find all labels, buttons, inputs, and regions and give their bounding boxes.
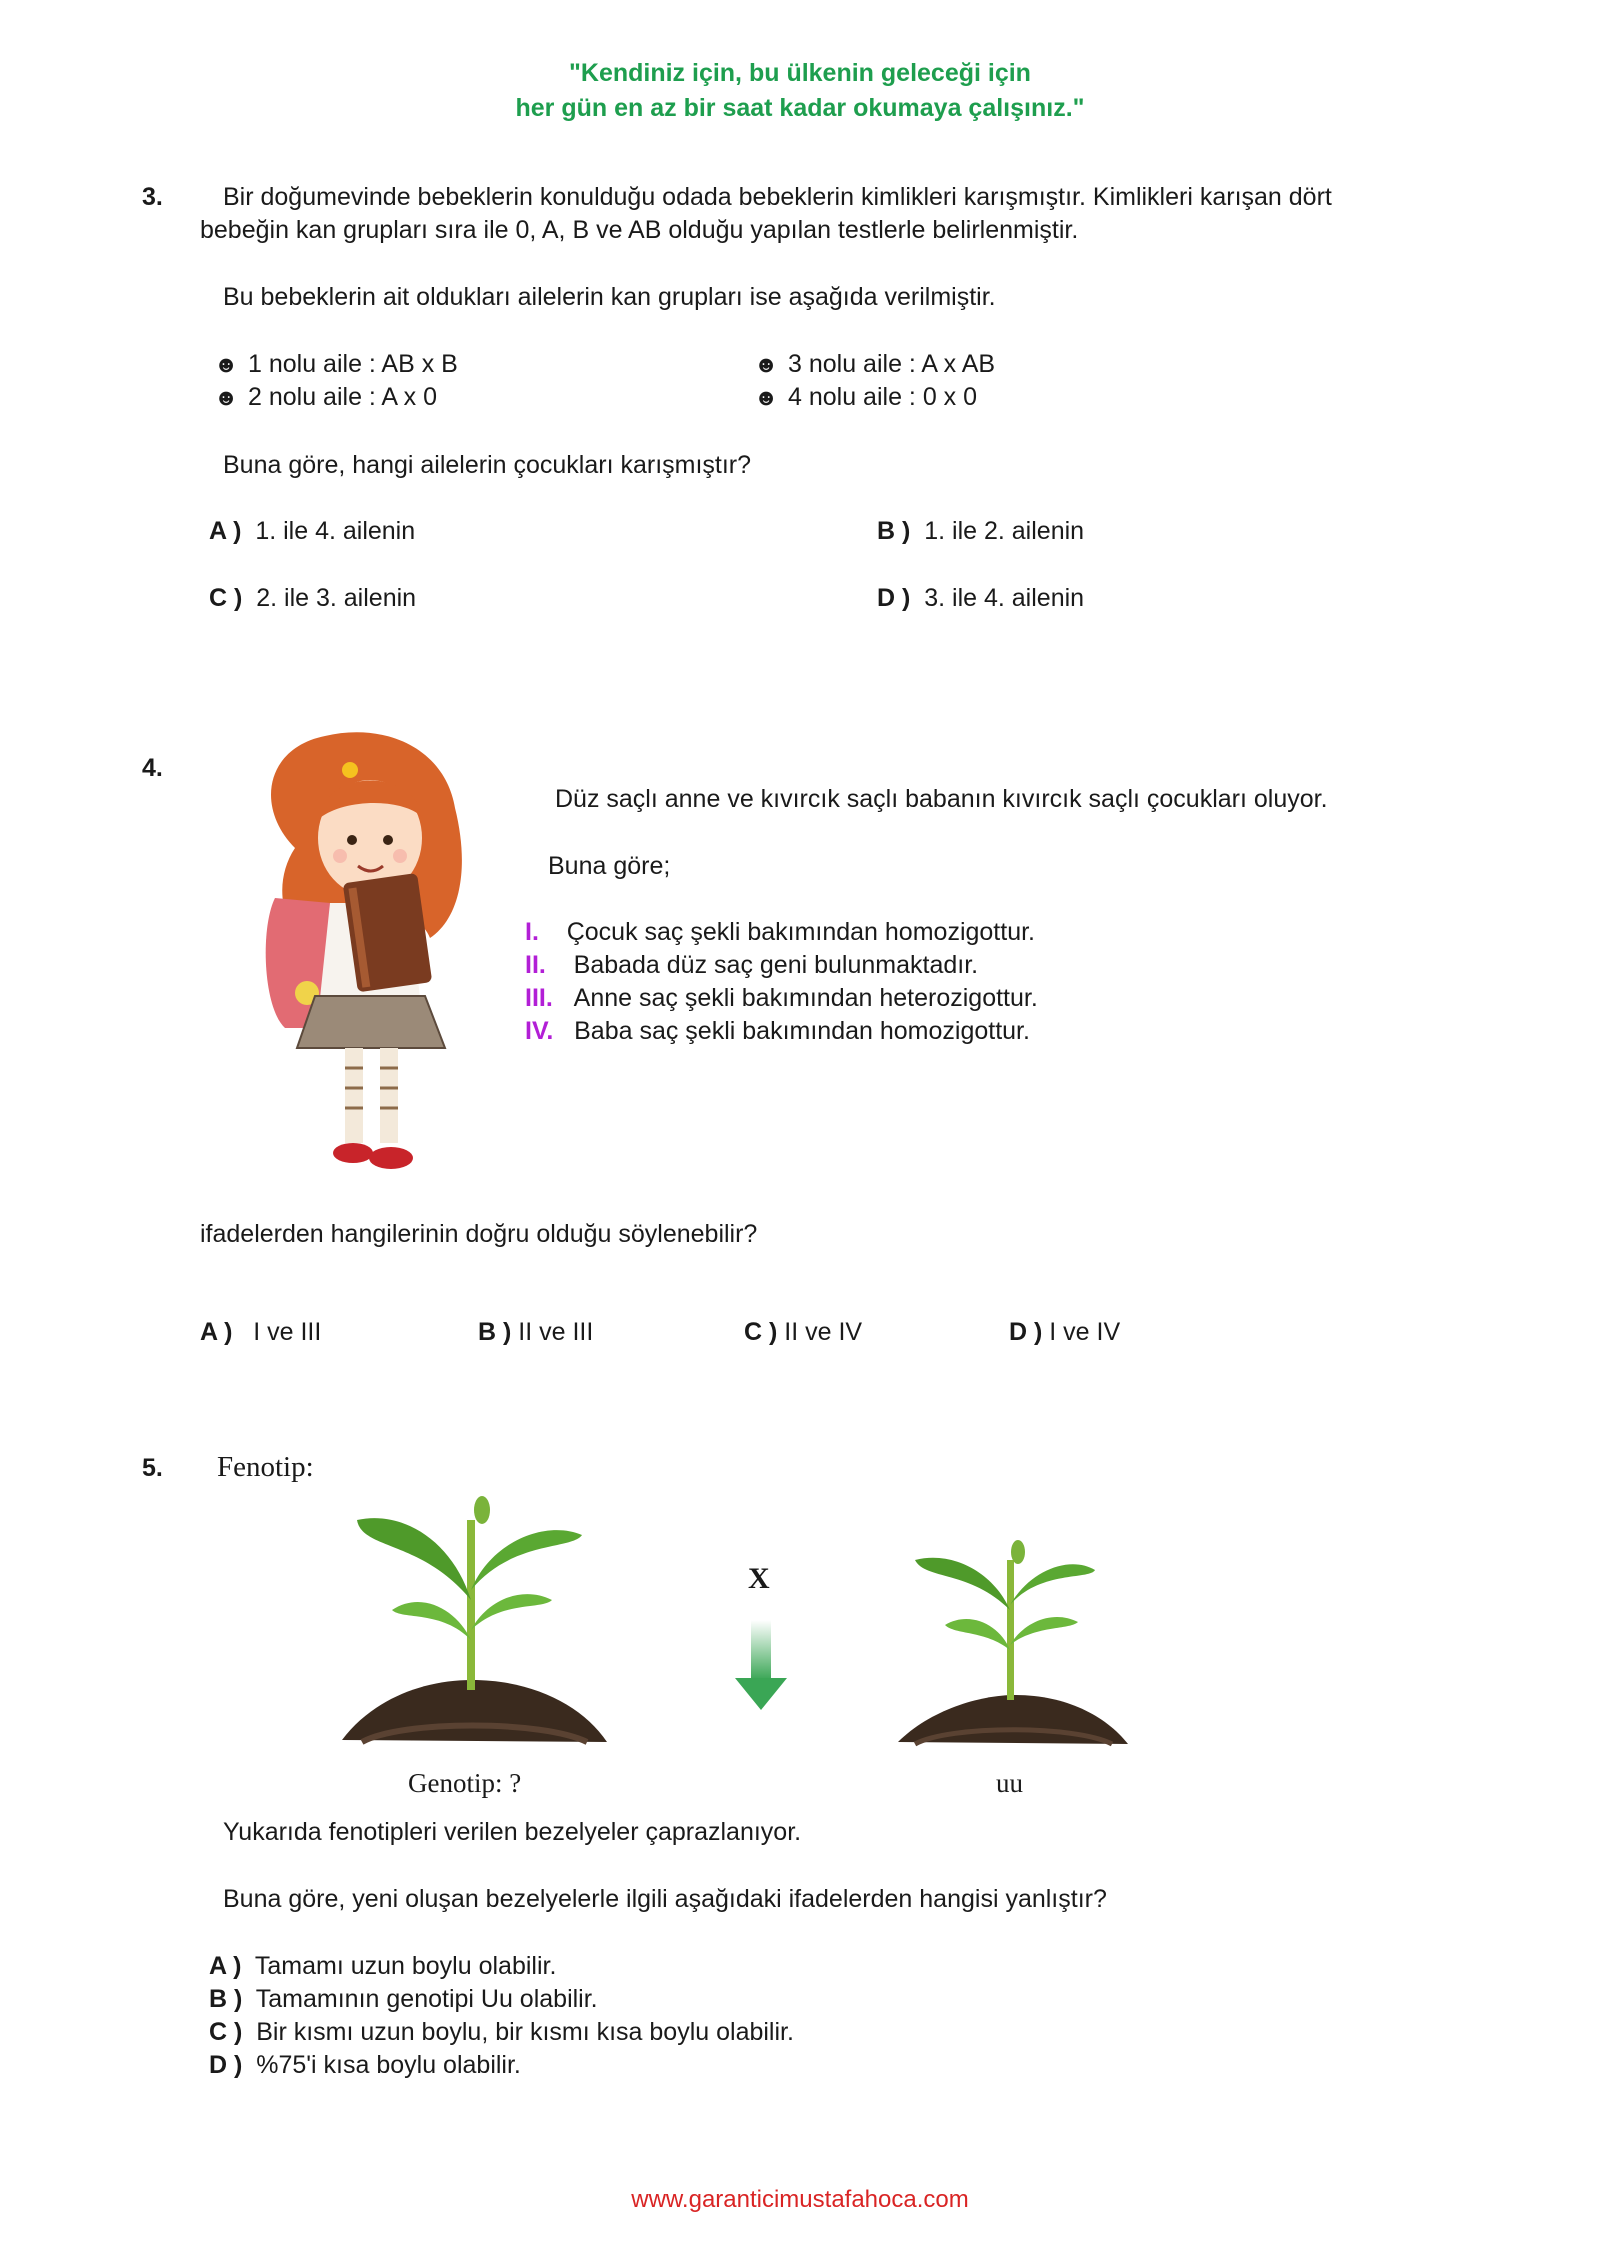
question-4-lead: Buna göre; xyxy=(548,852,671,880)
statement-roman: IV. xyxy=(525,1017,554,1045)
question-3-text-line2: bebeğin kan grupları sıra ile 0, A, B ve AB olduğu yapılan testlerle belirlenmiştir. xyxy=(200,216,1079,244)
q5-option-d[interactable] xyxy=(209,2051,521,2080)
family-item-4 xyxy=(754,383,977,412)
q4-option-d[interactable] xyxy=(1009,1318,1120,1347)
smiley-icon: ☻ xyxy=(214,351,239,377)
fenotip-label: Fenotip: xyxy=(217,1451,314,1483)
family-label: 3 nolu aile : A x AB xyxy=(788,350,996,378)
genotype-left-label: Genotip: ? xyxy=(408,1768,522,1798)
option-letter: C ) xyxy=(744,1318,778,1346)
q5-option-b[interactable] xyxy=(209,1985,598,2014)
smiley-icon: ☻ xyxy=(214,384,239,410)
option-text: 2. ile 3. ailenin xyxy=(256,584,417,612)
q4-option-a[interactable] xyxy=(200,1318,321,1347)
option-text: Tamamının genotipi Uu olabilir. xyxy=(255,1985,598,2013)
option-text: 3. ile 4. ailenin xyxy=(924,584,1085,612)
option-letter: D ) xyxy=(209,2051,243,2079)
smiley-icon: ☻ xyxy=(754,351,779,377)
question-5-text: Yukarıda fenotipleri verilen bezelyeler çaprazlanıyor. xyxy=(223,1818,802,1846)
option-text: II ve III xyxy=(518,1318,594,1346)
statement-text: Babada düz saç geni bulunmaktadır. xyxy=(573,951,979,979)
family-item-2 xyxy=(214,383,437,412)
q5-option-a[interactable] xyxy=(209,1952,556,1981)
option-letter: B ) xyxy=(877,517,911,545)
option-text: Tamamı uzun boylu olabilir. xyxy=(254,1952,557,1980)
option-text: I ve IV xyxy=(1049,1318,1121,1346)
option-letter: D ) xyxy=(877,584,911,612)
option-letter: A ) xyxy=(209,1952,242,1980)
option-letter: C ) xyxy=(209,584,243,612)
option-letter: A ) xyxy=(209,517,242,545)
smiley-icon: ☻ xyxy=(754,384,779,410)
option-text: %75'i kısa boylu olabilir. xyxy=(256,2051,521,2079)
question-3-number: 3. xyxy=(142,183,163,211)
family-item-3 xyxy=(754,350,995,379)
family-label: 1 nolu aile : AB x B xyxy=(248,350,458,378)
statement-roman: II. xyxy=(525,951,546,979)
option-text: II ve IV xyxy=(784,1318,863,1346)
question-3-intro: Bu bebeklerin ait oldukları ailelerin kan grupları ise aşağıda verilmiştir. xyxy=(223,283,996,311)
question-5-question: Buna göre, yeni oluşan bezelyelerle ilgili aşağıdaki ifadelerden hangisi yanlıştır? xyxy=(223,1885,1107,1913)
q5-option-c[interactable] xyxy=(209,2018,794,2047)
footer-url[interactable]: www.garanticimustafahoca.com xyxy=(631,2186,969,2213)
statement-4 xyxy=(525,1017,1030,1046)
q4-option-b[interactable] xyxy=(478,1318,593,1347)
quote-line-1: "Kendiniz için, bu ülkenin geleceği için xyxy=(569,59,1031,87)
option-text: Bir kısmı uzun boylu, bir kısmı kısa boylu olabilir. xyxy=(256,2018,794,2046)
question-3-text-line1: Bir doğumevinde bebeklerin konulduğu odada bebeklerin kimlikleri karışmıştır. Kimlikleri karışan dört xyxy=(223,183,1332,211)
family-label: 4 nolu aile : 0 x 0 xyxy=(788,383,978,411)
statement-text: Çocuk saç şekli bakımından homozigottur. xyxy=(566,918,1035,946)
q3-option-b[interactable] xyxy=(877,517,1084,546)
question-4-question: ifadelerden hangilerinin doğru olduğu söylenebilir? xyxy=(200,1220,758,1248)
short-plant-icon xyxy=(890,1530,1135,1755)
header-quote xyxy=(0,56,1600,126)
option-letter: B ) xyxy=(209,1985,243,2013)
family-item-1 xyxy=(214,350,458,379)
option-letter: D ) xyxy=(1009,1318,1043,1346)
genotype-right-label: uu xyxy=(996,1768,1023,1798)
tall-plant-icon xyxy=(332,1480,612,1755)
question-4-text: Düz saçlı anne ve kıvırcık saçlı babanın kıvırcık saçlı çocukları oluyor. xyxy=(555,785,1328,813)
option-letter: C ) xyxy=(209,2018,243,2046)
q3-option-d[interactable] xyxy=(877,584,1084,613)
quote-line-2: her gün en az bir saat kadar okumaya çalışınız." xyxy=(515,94,1085,122)
statement-text: Anne saç şekli bakımından heterozigottur. xyxy=(573,984,1038,1012)
down-arrow-icon xyxy=(733,1620,789,1715)
q4-option-c[interactable] xyxy=(744,1318,862,1347)
cross-symbol: X xyxy=(748,1562,770,1595)
q3-option-a[interactable] xyxy=(209,517,415,546)
statement-2 xyxy=(525,951,978,980)
option-text: 1. ile 4. ailenin xyxy=(255,517,416,545)
question-4-number: 4. xyxy=(142,754,163,782)
question-5-number: 5. xyxy=(142,1454,163,1482)
family-label: 2 nolu aile : A x 0 xyxy=(248,383,438,411)
option-letter: A ) xyxy=(200,1318,233,1346)
q3-option-c[interactable] xyxy=(209,584,416,613)
statement-text: Baba saç şekli bakımından homozigottur. xyxy=(574,1017,1030,1045)
girl-with-book-icon xyxy=(255,728,475,1183)
statement-3 xyxy=(525,984,1038,1013)
option-text: I ve III xyxy=(253,1318,322,1346)
option-text: 1. ile 2. ailenin xyxy=(924,517,1085,545)
option-letter: B ) xyxy=(478,1318,512,1346)
question-3-question: Buna göre, hangi ailelerin çocukları karışmıştır? xyxy=(223,451,752,479)
statement-roman: III. xyxy=(525,984,553,1012)
statement-1 xyxy=(525,918,1035,947)
statement-roman: I. xyxy=(525,918,539,946)
